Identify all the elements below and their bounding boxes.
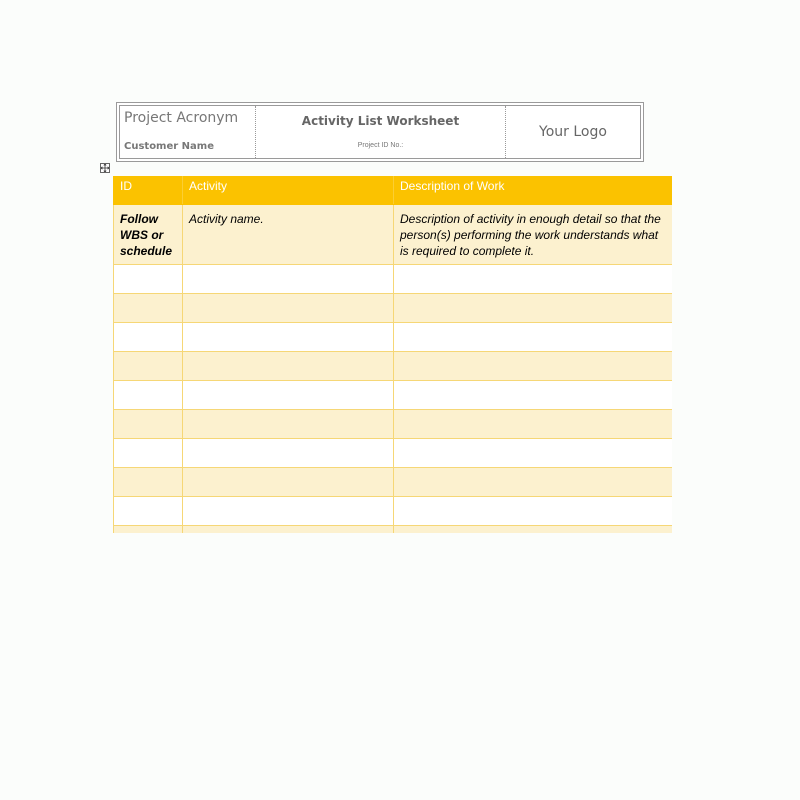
table-row	[114, 381, 673, 410]
description-cell[interactable]	[394, 323, 673, 352]
example-activity-cell[interactable]: Activity name.	[183, 205, 394, 265]
activity-cell[interactable]	[183, 497, 394, 526]
customer-name[interactable]: Customer Name	[124, 141, 214, 152]
description-cell[interactable]	[394, 352, 673, 381]
description-cell[interactable]	[394, 439, 673, 468]
header-middle-cell	[256, 106, 506, 158]
example-row	[114, 205, 673, 265]
table-row	[114, 294, 673, 323]
table-row	[114, 439, 673, 468]
table-row	[114, 526, 673, 534]
example-id-cell[interactable]: Follow WBS or schedule	[114, 205, 183, 265]
id-cell[interactable]	[114, 497, 183, 526]
activity-cell[interactable]	[183, 410, 394, 439]
id-cell[interactable]	[114, 468, 183, 497]
activity-cell[interactable]	[183, 439, 394, 468]
activity-cell[interactable]	[183, 265, 394, 294]
project-id-label[interactable]: Project ID No.:	[357, 142, 404, 149]
description-cell[interactable]	[394, 526, 673, 534]
id-cell[interactable]	[114, 526, 183, 534]
activity-cell[interactable]	[183, 323, 394, 352]
description-cell[interactable]	[394, 265, 673, 294]
table-row	[114, 265, 673, 294]
table-row	[114, 468, 673, 497]
project-acronym[interactable]: Project Acronym	[124, 110, 239, 126]
activity-cell[interactable]	[183, 294, 394, 323]
table-row	[114, 410, 673, 439]
id-cell[interactable]	[114, 352, 183, 381]
header-left-cell	[120, 106, 256, 158]
id-cell[interactable]	[114, 410, 183, 439]
activity-cell[interactable]	[183, 352, 394, 381]
header-table	[119, 105, 641, 159]
id-cell[interactable]	[114, 294, 183, 323]
activity-cell[interactable]	[183, 381, 394, 410]
id-cell[interactable]	[114, 439, 183, 468]
activity-table-container	[113, 176, 672, 533]
id-cell[interactable]	[114, 381, 183, 410]
activity-cell[interactable]	[183, 526, 394, 534]
logo-placeholder[interactable]: Your Logo	[539, 124, 607, 140]
table-row	[114, 323, 673, 352]
description-cell[interactable]	[394, 381, 673, 410]
table-row	[114, 497, 673, 526]
document-header	[116, 102, 644, 162]
description-cell[interactable]	[394, 468, 673, 497]
activity-table	[113, 176, 672, 533]
example-description-cell[interactable]: Description of activity in enough detail so that the person(s) performing the work understands what is required to complete it.	[394, 205, 673, 265]
worksheet-title: Activity List Worksheet	[301, 114, 460, 128]
description-cell[interactable]	[394, 410, 673, 439]
table-row	[114, 352, 673, 381]
activity-cell[interactable]	[183, 468, 394, 497]
column-header-activity[interactable]: Activity	[183, 177, 394, 205]
id-cell[interactable]	[114, 265, 183, 294]
table-move-handle-icon[interactable]	[100, 163, 110, 173]
description-cell[interactable]	[394, 497, 673, 526]
column-header-description[interactable]: Description of Work	[394, 177, 673, 205]
id-cell[interactable]	[114, 323, 183, 352]
header-logo-cell	[506, 106, 640, 158]
table-header-row	[114, 177, 673, 205]
description-cell[interactable]	[394, 294, 673, 323]
column-header-id[interactable]: ID	[114, 177, 183, 205]
